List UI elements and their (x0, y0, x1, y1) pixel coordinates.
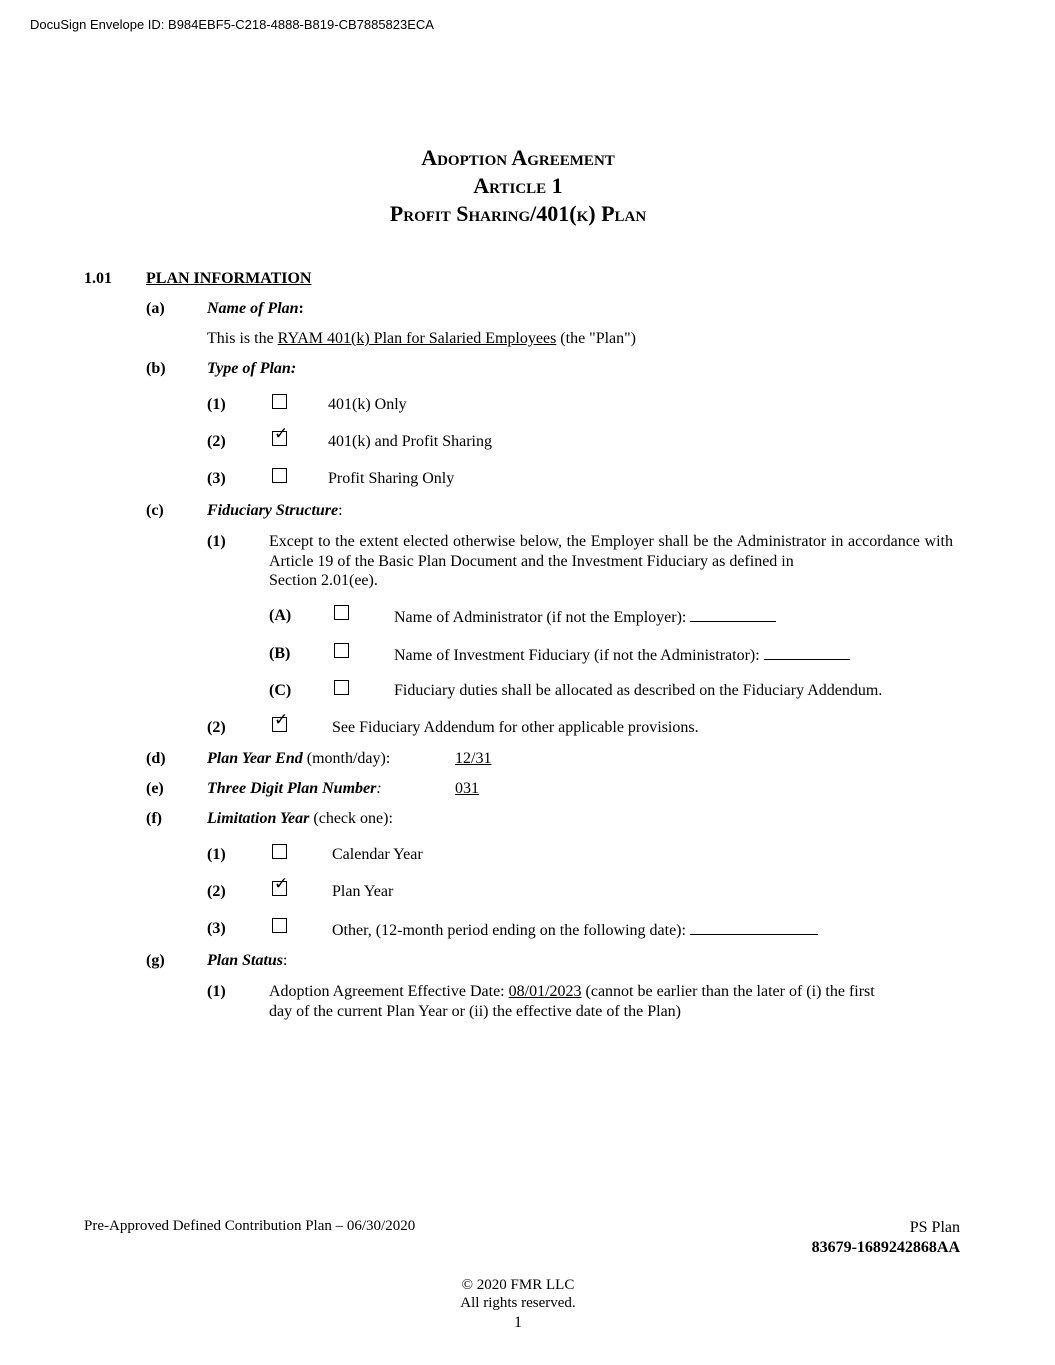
fiduciary-B-text: Name of Investment Fiduciary (if not the Administrator): (394, 647, 764, 664)
plan-type-3-checkbox[interactable] (272, 468, 287, 483)
item-d-title-text: Plan Year End (207, 750, 303, 767)
item-f-title (207, 810, 393, 828)
limitation-2-num: (2) (207, 883, 226, 900)
limitation-3-line (332, 920, 818, 940)
fiduciary-A-checkbox[interactable] (334, 605, 349, 620)
plan-type-3-text: Profit Sharing Only (328, 470, 455, 487)
status-1-num: (1) (207, 983, 226, 1000)
status-1-paragraph (269, 982, 953, 1021)
plan-name: RYAM 401(k) Plan for Salaried Employees (277, 330, 557, 347)
item-c-colon: : (338, 502, 343, 519)
envelope-id: DocuSign Envelope ID: B984EBF5-C218-4888-B819-CB7885823ECA (30, 17, 434, 32)
section-heading: PLAN INFORMATION (146, 270, 312, 287)
fiduciary-C-num: (C) (269, 682, 292, 699)
plan-type-2-text: 401(k) and Profit Sharing (328, 433, 492, 450)
fiduciary-B-checkbox[interactable] (334, 643, 349, 658)
item-f-title-text: Limitation Year (207, 810, 310, 827)
plan-year-end-value: 12/31 (455, 750, 492, 767)
status-1-last-line: day of the current Plan Year or (ii) the effective date of the Plan) (269, 1002, 681, 1020)
limitation-1-num: (1) (207, 846, 226, 863)
limitation-2-text: Plan Year (332, 883, 394, 900)
effective-date-value: 08/01/2023 (508, 983, 582, 1000)
plan-type-2-num: (2) (207, 433, 226, 450)
administrator-name-field[interactable] (690, 607, 776, 622)
limitation-1-text: Calendar Year (332, 846, 423, 863)
item-b-label: (b) (146, 360, 166, 377)
item-g-label: (g) (146, 952, 165, 969)
footer-plan-type: PS Plan (909, 1219, 960, 1236)
limitation-2-checkbox[interactable] (272, 874, 289, 896)
check-icon: ✓ (274, 710, 289, 730)
fiduciary-2-checkbox[interactable] (272, 710, 289, 732)
limitation-3-checkbox[interactable] (272, 918, 287, 933)
plan-type-1-text: 401(k) Only (328, 396, 407, 413)
fiduciary-1-paragraph (269, 532, 953, 591)
fiduciary-1-text: Except to the extent elected otherwise below, the Employer shall be the Administrator in accordance with Article 19 of the Basic Plan Document and the Investment Fiduciary as defined in (269, 533, 953, 570)
footer-left: Pre-Approved Defined Contribution Plan – 06/30/2020 (84, 1218, 416, 1234)
fiduciary-A-num: (A) (269, 607, 292, 624)
status-1-pre: Adoption Agreement Effective Date: (269, 983, 509, 1000)
title-line-3: Profit Sharing/401(k) Plan (389, 201, 647, 226)
fiduciary-2-text: See Fiduciary Addendum for other applicable provisions. (332, 719, 699, 736)
status-1-post: (cannot be earlier than the later of (i) the first (581, 983, 875, 1000)
check-icon: ✓ (274, 874, 289, 894)
item-c-title-text: Fiduciary Structure (207, 502, 339, 519)
fiduciary-A-line (394, 607, 776, 627)
item-g-colon: : (283, 952, 288, 969)
item-c-title (207, 502, 343, 520)
item-d-label: (d) (146, 750, 166, 767)
fiduciary-C-text: Fiduciary duties shall be allocated as described on the Fiduciary Addendum. (394, 682, 883, 699)
fiduciary-B-line (394, 645, 850, 665)
plan-name-line (207, 330, 636, 348)
fiduciary-1-num: (1) (207, 533, 226, 550)
item-a-title (207, 300, 304, 318)
item-a-title-text: Name of Plan (207, 300, 299, 317)
page-number: 1 (514, 1314, 522, 1331)
copyright: © 2020 FMR LLC (461, 1277, 575, 1293)
rights-reserved: All rights reserved. (460, 1295, 576, 1311)
section-number: 1.01 (84, 270, 112, 287)
limitation-other-date-field[interactable] (690, 920, 818, 935)
fiduciary-B-num: (B) (269, 645, 291, 662)
item-b-title: Type of Plan: (207, 360, 297, 377)
fiduciary-1-last-line: Section 2.01(ee). (269, 572, 378, 589)
fiduciary-2-num: (2) (207, 719, 226, 736)
item-c-label: (c) (146, 502, 164, 519)
item-a-colon: : (298, 300, 304, 317)
investment-fiduciary-name-field[interactable] (764, 645, 850, 660)
plan-number-value: 031 (455, 780, 479, 797)
plan-name-post: (the "Plan") (556, 330, 637, 347)
item-f-label: (f) (146, 810, 162, 827)
title-line-1: Adoption Agreement (421, 145, 615, 170)
item-e-title-text: Three Digit Plan Number (207, 780, 377, 797)
item-f-suffix: (check one): (309, 810, 393, 827)
limitation-3-text: Other, (12-month period ending on the following date): (332, 922, 690, 939)
item-a-label: (a) (146, 300, 165, 317)
item-e-label: (e) (146, 780, 164, 797)
item-g-title (207, 952, 287, 970)
plan-type-1-num: (1) (207, 396, 226, 413)
item-e-title (207, 780, 382, 798)
fiduciary-C-checkbox[interactable] (334, 680, 349, 695)
item-g-title-text: Plan Status (207, 952, 284, 969)
item-d-title (207, 750, 390, 768)
item-e-suffix: : (376, 780, 382, 797)
limitation-3-num: (3) (207, 920, 226, 937)
plan-type-3-num: (3) (207, 470, 226, 487)
plan-name-pre: This is the (207, 330, 278, 347)
title-line-2: Article 1 (473, 173, 563, 198)
check-icon: ✓ (274, 424, 289, 444)
footer-plan-id: 83679-1689242868AA (811, 1239, 960, 1256)
plan-type-2-checkbox[interactable] (272, 424, 289, 446)
plan-type-1-checkbox[interactable] (272, 394, 287, 409)
limitation-1-checkbox[interactable] (272, 844, 287, 859)
item-d-suffix: (month/day): (302, 750, 391, 767)
fiduciary-A-text: Name of Administrator (if not the Employer): (394, 609, 691, 626)
